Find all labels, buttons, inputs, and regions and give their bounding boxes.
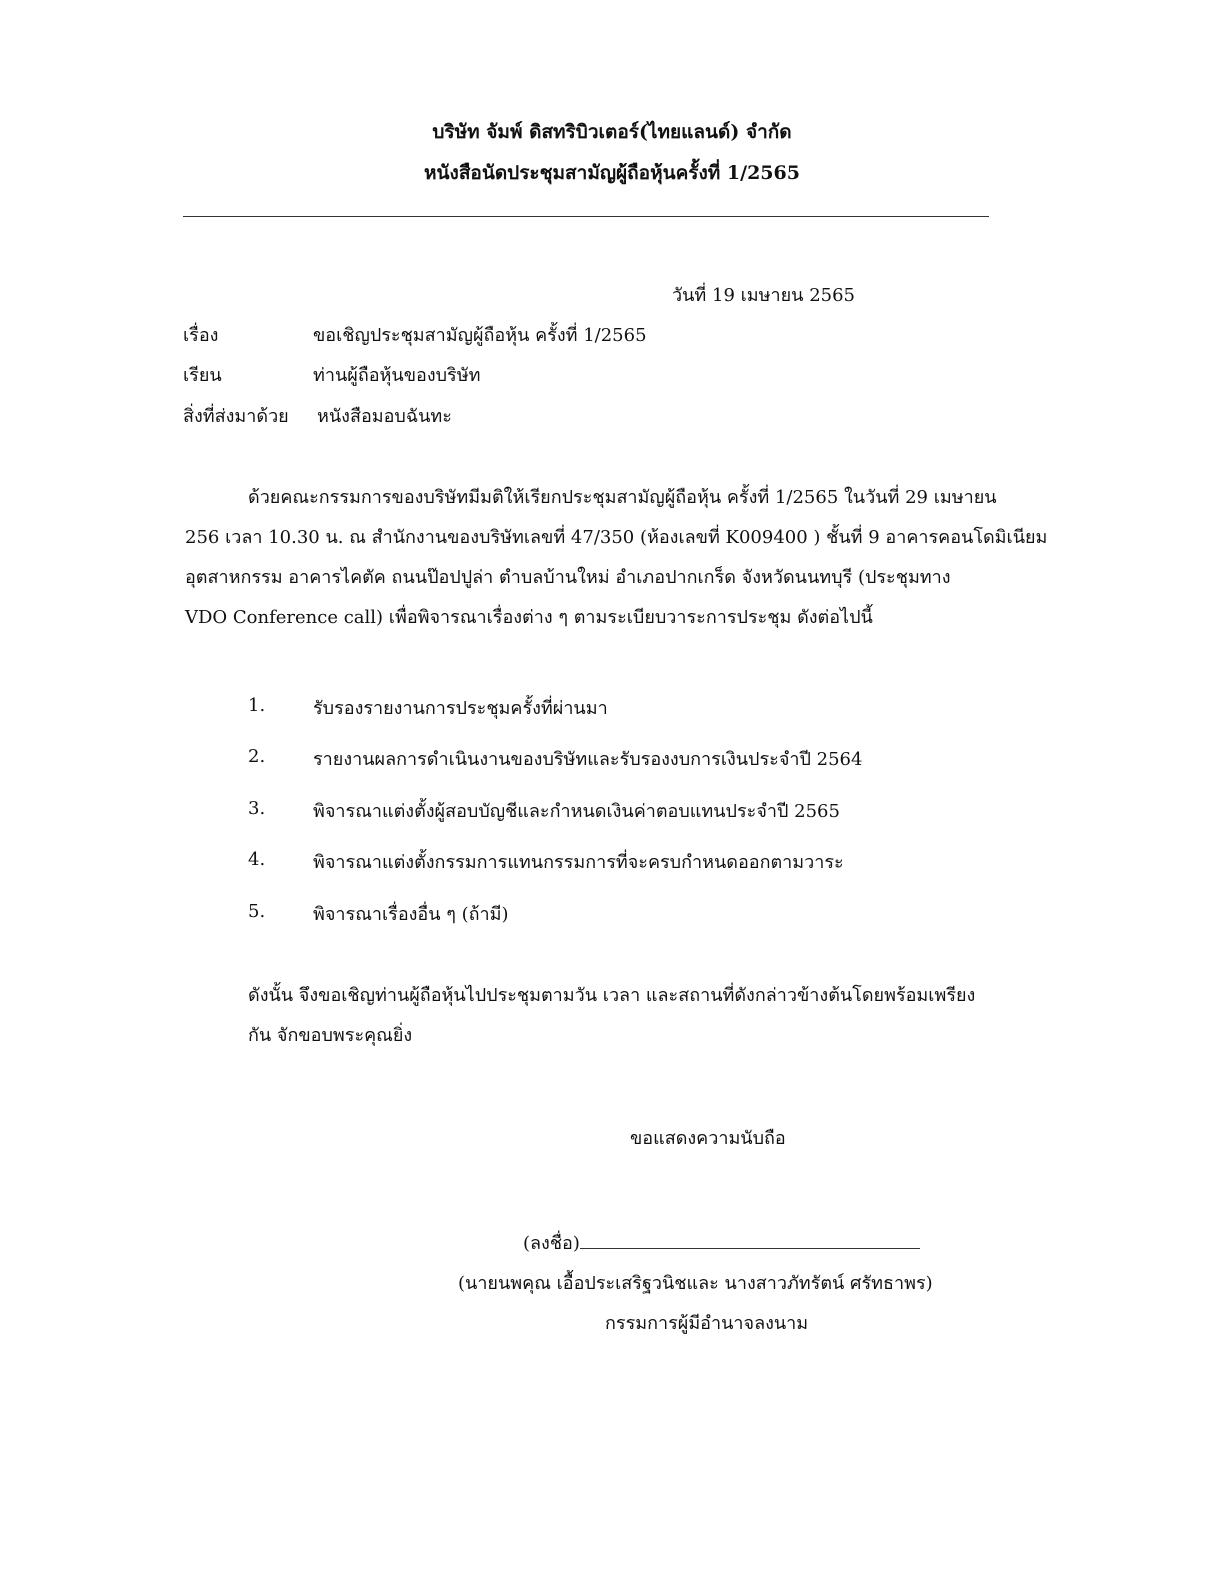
sign-label: (ลงชื่อ) (523, 1233, 580, 1254)
body-line-4: VDO Conference call) เพื่อพิจารณาเรื่องต่าง ๆ ตามระเบียบวาระการประชุม ดังต่อไปนี้ (185, 607, 873, 628)
company-name: บริษัท จัมพ์ ดิสทริบิวเตอร์(ไทยแลนด์) จำกัด (432, 121, 792, 143)
closing-line-1: ดังนั้น จึงขอเชิญท่านผู้ถือหุ้นไปประชุมตามวัน เวลา และสถานที่ดังกล่าวข้างต้นโดยพร้อมเพรียง (248, 985, 976, 1006)
agenda-item: รายงานผลการดำเนินงานของบริษัทและรับรองงบการเงินประจำปี 2564 (313, 749, 863, 770)
enclosure-value: หนังสือมอบฉันทะ (317, 406, 452, 427)
agenda-item: พิจารณาแต่งตั้งผู้สอบบัญชีและกำหนดเงินค่าตอบแทนประจำปี 2565 (313, 801, 840, 822)
agenda-number: 1. (248, 695, 266, 716)
enclosure-label: สิ่งที่ส่งมาด้วย (183, 406, 289, 427)
signatory-names: (นายนพคุณ เอื้อประเสริฐวนิชและ นางสาวภัทรัตน์ ศรัทธาพร) (458, 1273, 933, 1294)
recipient-value: ท่านผู้ถือหุ้นของบริษัท (313, 365, 481, 386)
recipient-label: เรียน (183, 365, 222, 386)
subject-label: เรื่อง (183, 325, 219, 346)
agenda-number: 3. (248, 798, 266, 819)
regards: ขอแสดงความนับถือ (630, 1128, 786, 1149)
body-line-1: ด้วยคณะกรรมการของบริษัทมีมติให้เรียกประชุมสามัญผู้ถือหุ้น ครั้งที่ 1/2565 ในวันที่ 29 เมษายน (248, 487, 997, 508)
date-line: วันที่ 19 เมษายน 2565 (672, 285, 855, 306)
agenda-item: รับรองรายงานการประชุมครั้งที่ผ่านมา (313, 698, 608, 719)
signatory-role: กรรมการผู้มีอำนาจลงนาม (605, 1313, 809, 1334)
agenda-item: พิจารณาเรื่องอื่น ๆ (ถ้ามี) (313, 904, 509, 925)
signature-line (580, 1230, 920, 1249)
closing-line-2: กัน จักขอบพระคุณยิ่ง (248, 1025, 413, 1046)
body-line-2: 256 เวลา 10.30 น. ณ สำนักงานของบริษัทเลขที่ 47/350 (ห้องเลขที่ K009400 ) ชั้นที่ 9 อาคารคอนโดมิเนียม (185, 527, 1048, 548)
subject-value: ขอเชิญประชุมสามัญผู้ถือหุ้น ครั้งที่ 1/2565 (313, 325, 647, 346)
agenda-number: 5. (248, 901, 266, 922)
body-line-3: อุตสาหกรรม อาคารไคตัค ถนนป๊อปปูล่า ตำบลบ้านใหม่ อำเภอปากเกร็ด จังหวัดนนทบุรี (ประชุมทาง (185, 567, 951, 588)
agenda-number: 2. (248, 746, 266, 767)
agenda-number: 4. (248, 849, 266, 870)
agenda-item: พิจารณาแต่งตั้งกรรมการแทนกรรมการที่จะครบกำหนดออกตามวาระ (313, 852, 844, 873)
notice-title: หนังสือนัดประชุมสามัญผู้ถือหุ้นครั้งที่ 1/2565 (424, 162, 800, 184)
header-divider (183, 216, 989, 217)
signature-row (523, 1228, 920, 1257)
